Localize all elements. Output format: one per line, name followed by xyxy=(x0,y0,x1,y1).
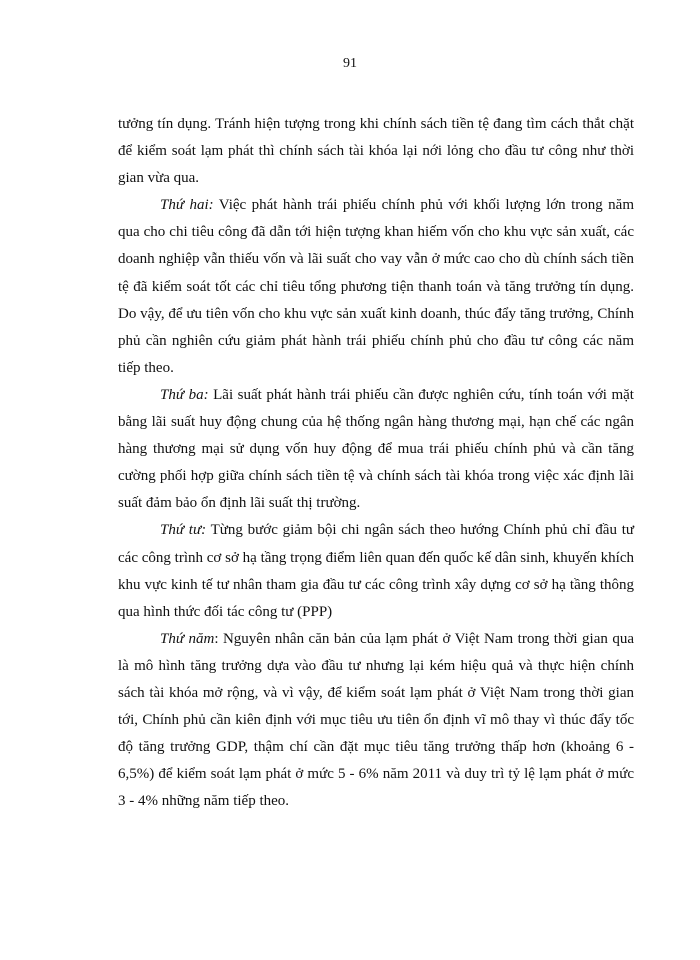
paragraph-lead: Thứ hai: xyxy=(160,197,214,214)
paragraph-text: Từng bước giảm bội chi ngân sách theo hướng Chính phủ chỉ đầu tư các công trình cơ sở hạ tầng trọng điểm liên quan đến quốc kế dân sinh, khuyến khích khu vực kinh tế tư nhân tham gia đầu tư các công trình xây dựng cơ sở hạ tầng thông qua hình thức đối tác công tư (PPP) xyxy=(118,522,634,620)
paragraph-text: Lãi suất phát hành trái phiếu cần được nghiên cứu, tính toán với mặt bằng lãi suất huy động chung của hệ thống ngân hàng thương mại, hạn chế các ngân hàng thương mại sử dụng vốn huy động để mua trái phiếu chính phủ và cần tăng cường phối hợp giữa chính sách tiền tệ và chính sách tài khóa trong việc xác định lãi suất đảm bảo ổn định lãi suất thị trường. xyxy=(118,386,634,512)
paragraph-continuation xyxy=(118,111,634,192)
paragraph-text: : Nguyên nhân căn bản của lạm phát ở Việt Nam trong thời gian qua là mô hình tăng trưởng dựa vào đầu tư nhưng lại kém hiệu quả và thực hiện chính sách tài khóa mở rộng, và vì vậy, để kiểm soát lạm phát ở Việt Nam trong thời gian tới, Chính phủ cần kiên định với mục tiêu ưu tiên ổn định vĩ mô thay vì thúc đẩy tốc độ tăng trưởng GDP, thậm chí cần đặt mục tiêu tăng trưởng thấp hơn (khoảng 6 - 6,5%) để kiểm soát lạm phát ở mức 5 - 6% năm 2011 và duy trì tỷ lệ lạm phát ở mức 3 - 4% những năm tiếp theo. xyxy=(118,630,634,810)
paragraph-thu-tu xyxy=(118,517,634,625)
paragraph-thu-nam xyxy=(118,626,634,816)
body-text xyxy=(118,111,634,815)
paragraph-thu-hai xyxy=(118,192,634,382)
paragraph-lead: Thứ tư: xyxy=(160,522,207,539)
page-number: 91 xyxy=(343,56,357,71)
paragraph-lead: Thứ ba: xyxy=(160,386,209,403)
paragraph-lead: Thứ năm xyxy=(160,630,215,647)
paragraph-thu-ba xyxy=(118,382,634,517)
paragraph-text: Việc phát hành trái phiếu chính phủ với khối lượng lớn trong năm qua cho chi tiêu công đã dẫn tới hiện tượng khan hiếm vốn cho khu vực sản xuất, các doanh nghiệp vẫn thiếu vốn và lãi suất cho vay vẫn ở mức cao cho dù chính sách tiền tệ đã kiểm soát tốt các chỉ tiêu tổng phương tiện thanh toán và tăng trưởng tín dụng. Do vậy, để ưu tiên vốn cho khu vực sản xuất kinh doanh, thúc đẩy tăng trưởng, Chính phủ cần nghiên cứu giảm phát hành trái phiếu chính phủ cho đầu tư công các năm tiếp theo. xyxy=(118,197,635,376)
paragraph-text: tưởng tín dụng. Tránh hiện tượng trong khi chính sách tiền tệ đang tìm cách thắt chặt để kiểm soát lạm phát thì chính sách tài khóa lại nới lỏng cho đầu tư công như thời gian vừa qua. xyxy=(118,116,634,187)
